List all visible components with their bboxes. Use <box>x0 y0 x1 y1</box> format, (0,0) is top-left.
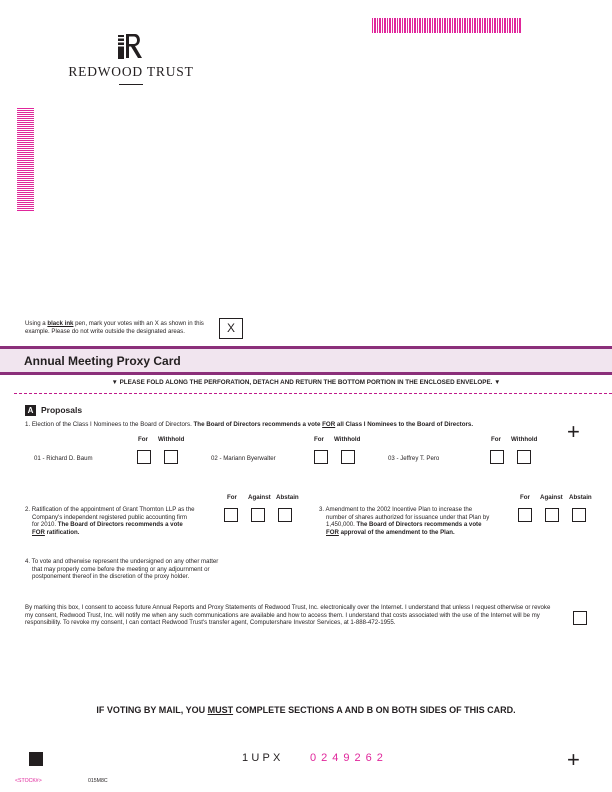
nominee-2-withhold-checkbox[interactable] <box>341 450 355 464</box>
p3-col-against: Against <box>540 494 563 501</box>
proposal-3-abstain-checkbox[interactable] <box>572 508 586 522</box>
nominee-1: 01 - Richard D. Baum <box>34 455 93 462</box>
registration-plus-icon: + <box>567 419 580 444</box>
nominee-3: 03 - Jeffrey T. Pero <box>388 455 440 462</box>
mail-voting-notice: IF VOTING BY MAIL, YOU MUST COMPLETE SECTIONS A AND B ON BOTH SIDES OF THIS CARD. <box>96 705 516 715</box>
top-barcode <box>372 18 522 33</box>
form-id: 015M8C <box>88 778 108 784</box>
section-a-title: Proposals <box>41 405 83 415</box>
company-name: REDWOOD TRUST <box>68 64 194 79</box>
p2-col-against: Against <box>248 494 271 501</box>
card-code: 1UPX <box>242 752 284 764</box>
card-title: Annual Meeting Proxy Card <box>24 354 181 368</box>
proposal-2-text: 2. Ratification of the appointment of Grant Thornton LLP as the Company's independent registered public accounting firm for 2010. The Board of Directors recommends a vote FOR ratification. <box>25 506 195 536</box>
nominee-3-for-checkbox[interactable] <box>490 450 504 464</box>
col-withhold-2: Withhold <box>334 436 361 443</box>
section-a-badge: A <box>25 405 36 416</box>
registration-square <box>29 752 43 766</box>
perforation-line <box>14 393 612 394</box>
p3-col-for: For <box>520 494 530 501</box>
nominee-1-for-checkbox[interactable] <box>137 450 151 464</box>
col-for-2: For <box>314 436 324 443</box>
proposal-3-against-checkbox[interactable] <box>545 508 559 522</box>
electronic-consent-text: By marking this box, I consent to access future Annual Reports and Proxy Statements of Redwood Trust, Inc. electronically over the Internet. I understand that unless I request otherwise or revoke my consent, Redwood Trust, Inc. will notify me when any such communications are available and how to access them. I understand that costs associated with the use of the Internet will be my responsibility. To revoke my consent, I can contact Redwood Trust's transfer agent, Computershare Investor Services, at 1-888-472-1955. <box>25 604 551 627</box>
card-number: 0249262 <box>310 752 388 764</box>
registration-plus-bottom-icon: + <box>567 747 580 772</box>
col-for-1: For <box>138 436 148 443</box>
logo-rule <box>119 84 143 85</box>
nominee-2-for-checkbox[interactable] <box>314 450 328 464</box>
p2-col-for: For <box>227 494 237 501</box>
redwood-logo-icon <box>118 33 144 59</box>
side-barcode <box>17 108 34 212</box>
col-withhold-1: Withhold <box>158 436 185 443</box>
proposal-3-for-checkbox[interactable] <box>518 508 532 522</box>
proposal-2-for-checkbox[interactable] <box>224 508 238 522</box>
p2-col-abstain: Abstain <box>276 494 299 501</box>
p3-col-abstain: Abstain <box>569 494 592 501</box>
nominee-2: 02 - Mariann Byerwalter <box>211 455 276 462</box>
proposal-4-text: 4. To vote and otherwise represent the undersigned on any other matter that may properly come before the meeting or any adjournment or postponement thereof in the discretion of the proxy holder. <box>25 558 219 581</box>
col-withhold-3: Withhold <box>511 436 538 443</box>
proposal-1-text: 1. Election of the Class I Nominees to the Board of Directors. The Board of Directors recommends a vote FOR all Class I Nominees to the Board of Directors. <box>25 421 474 428</box>
stock-label: <STOCK#> <box>15 778 42 784</box>
fold-instructions: ▼ PLEASE FOLD ALONG THE PERFORATION, DETACH AND RETURN THE BOTTOM PORTION IN THE ENCLOSED ENVELOPE. ▼ <box>111 379 501 386</box>
proposal-3-text: 3. Amendment to the 2002 Incentive Plan to increase the number of shares authorized for issuance under that Plan by 1,450,000. The Board of Directors recommends a vote FOR approval of the amendment to the Plan. <box>319 506 490 536</box>
col-for-3: For <box>491 436 501 443</box>
electronic-consent-checkbox[interactable] <box>573 611 587 625</box>
pen-instructions: Using a black ink pen, mark your votes with an X as shown in this example. Please do not write outside the designated areas. <box>25 320 204 335</box>
example-mark-box: X <box>219 318 243 339</box>
nominee-1-withhold-checkbox[interactable] <box>164 450 178 464</box>
proposal-2-abstain-checkbox[interactable] <box>278 508 292 522</box>
proposal-2-against-checkbox[interactable] <box>251 508 265 522</box>
nominee-3-withhold-checkbox[interactable] <box>517 450 531 464</box>
